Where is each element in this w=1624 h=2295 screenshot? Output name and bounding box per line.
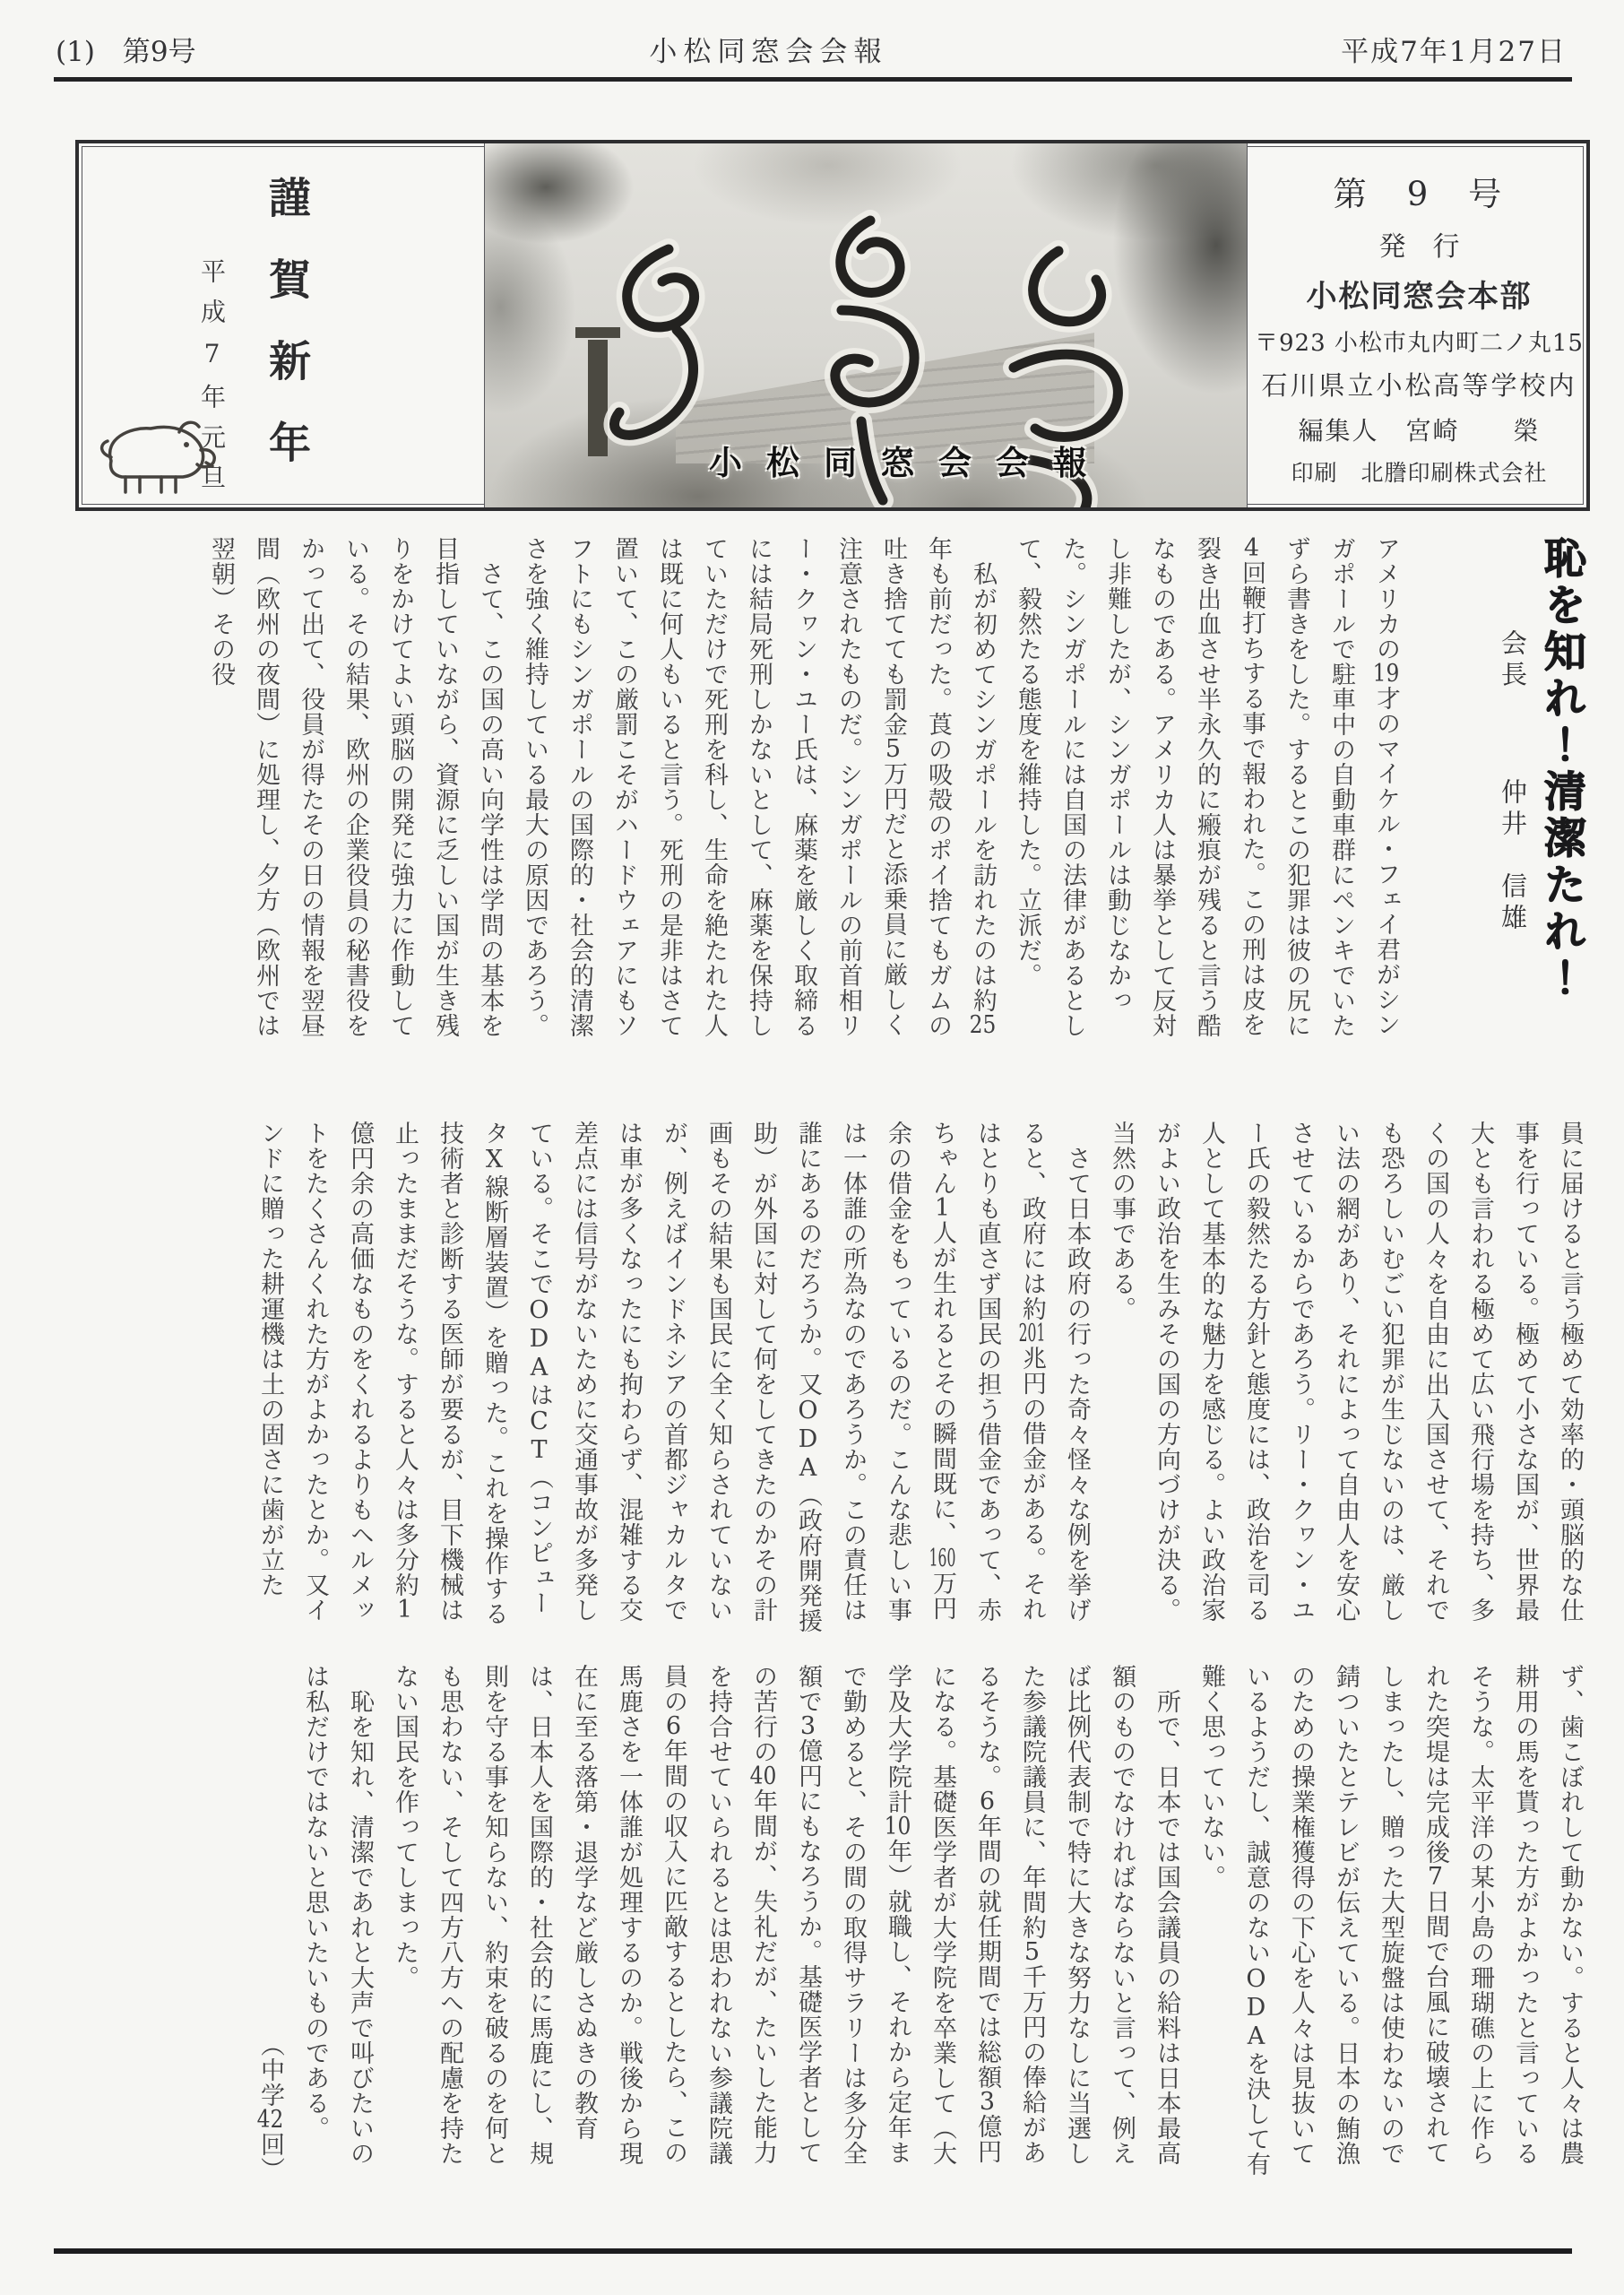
article-title: 恥を知れ！清潔たれ！ (1537, 536, 1586, 1002)
article-text-band-1 (75, 536, 1408, 1054)
greeting-date: 平成7年元旦 (197, 258, 227, 505)
publication-info (1248, 143, 1591, 507)
greeting-title: 謹賀新年 (262, 176, 311, 502)
new-year-greeting (79, 143, 484, 507)
article-paragraph: 私が初めてシンガポールを訪れたのは約25年も前だった。莨の吸殻のポイ捨てもガムの吐き捨てても罰金5万円だと添乗員に厳しく注意されたものだ。シンガポールの前首相リー・クヮン・ユー氏は、麻薬を厳しく取締るには結局死刑しかないとして、麻薬を保持していただけで死刑を科し、生命を絶たれた人は既に何人もいると言う。死刑の是非はさて置いて、この厳罰こそがハードウェアにもソフトにもシンガポールの国際的・社会的清潔さを強く維持している最大の原因であろう。 (521, 536, 997, 1038)
newsletter-name: 小松同窓会会報 (649, 36, 888, 68)
author-name: 仲井 信雄 (1498, 778, 1528, 935)
article-text-band-2 (75, 1121, 1592, 1639)
article-paragraph: さて、この国の高い向学性は学問の基本を目指していながら、資源に乏しい国が生き残りをかけてよい頭脳の開発に強力に作動している。その結果、欧州の企業役員の秘書役をかって出て、役員が得たその日の情報を翌昼間（欧州の夜間）に処理し、夕方（欧州では翌朝）その役 (207, 536, 504, 1039)
article-paragraph: 所で、日本では国会議員の給料は日本最高額のものでなければならないと言って、例えば比例代表制で特に大きな努力なしに当選した参議院議員に、年間約5千万円の俸給があるそうな。6年間の就任期間では総額3億円になる。基礎医学者が大学院を卒業して（大学及大学院計10年）就職し、それから定年まで勤めると、その間の取得サラリーは多分全額で3億円にもなろうか。基礎医学者としての苦行の40年間が、失礼だが、たいした能力を持合せていられるとは思われない参議院議員の6年間の収入に匹敵するとしたら、この馬鹿さを一体誰が処理するのか。戦後から現在に至る落第・退学など厳しさぬきの教育は、日本人を国際的・社会的に馬鹿にし、規則を守る事を知らない、約束を破るのを何とも思わない、そして四方八方への配慮を持たない国民を作ってしまった。 (391, 1664, 1180, 2167)
article-title-block (1408, 536, 1592, 1054)
article-band-3 (75, 1664, 1592, 2182)
running-head (56, 29, 1567, 69)
publisher-name: 小松同窓会本部 (1306, 279, 1533, 315)
article-paragraph: アメリカの19才のマイケル・フェイ君がシンガポールで駐車中の自動車群にペンキでいたずら書きをした。するとこの犯罪は彼の尻に4回鞭打ちする事で報われた。この刑は皮を裂き出血させ半永久的に瘢痕が残ると言う酷なものである。アメリカ人は暴挙として反対し非難したが、シンガポールは動じなかった。シンガポールには自国の法律があるとして、毅然たる態度を維持した。立派だ。 (1014, 536, 1400, 1038)
publisher-address-2: 石川県立小松高等学校内 (1261, 370, 1577, 401)
issue-date: 平成7年1月27日 (1341, 36, 1567, 68)
photo-caption: 小松同窓会会報 (709, 443, 1110, 482)
masthead-photo (484, 143, 1248, 507)
article-paragraph: さて日本政府の行った奇々怪々な例を挙げると、政府には約201兆円の借金がある。それはとりも直さず国民の担う借金であって、赤ちゃん1人が生れるとその瞬間既に、160万円余の借金をもっているのだ。こんな悲しい事は一体誰の所為なのであろうか。この責任は誰にあるのだろうか。又ODA（政府開発援助）が外国に対して何をしてきたのかその計画もその結果も国民に全く知らされていないが、例えばインドネシアの首都ジャカルタでは車が多くなったにも拘わらず、混雑する交差点には信号がないために交通事故が多発している。そこでODAはCT（コンピュータX線断層装置）を贈った。これを操作する技術者と診断する医師が要るが、目下機械は止ったままだそうな。すると人々は多分約1億円余の高価なものをくれるよりもヘルメットをたくさんくれた方がよかったとか。又インドに贈った耕運機は土の固さに歯が立た (256, 1121, 1091, 1633)
article-band-2 (75, 1121, 1592, 1639)
article-paragraph: 員に届けると言う極めて効率的・頭脳的な仕事を行っている。極めて小さな国が、世界最大とも言われる極めて広い飛行場を持ち、多くの国の人々を自由に出入国させて、それでも恐ろしいむごい犯罪が生じないのは、厳しい法の網があり、それによって自由人を安心させているからであろう。リー・クヮン・ユー氏の毅然たる方針と態度には、政治を司る人として基本的な魅力を感じる。よい政治家がよい政治を生みその国の方向づけが決る。当然の事である。 (1108, 1121, 1584, 1623)
article-band-1 (75, 536, 1592, 1054)
masthead (75, 140, 1590, 511)
header-rule (54, 77, 1572, 82)
article-text-band-3 (75, 1664, 1592, 2182)
printer-line: 印刷 北謄印刷株式会社 (1291, 460, 1548, 486)
article-author (1408, 536, 1532, 1054)
publisher-address-1: 〒923 小松市丸内町二ノ丸15 (1255, 329, 1584, 357)
article-paragraph: 恥を知れ、清潔であれと大声で叫びたいのは私だけではないと思いたいものである。 (301, 1664, 374, 2167)
article-paragraph: ず、歯こぼれして動かない。すると人々は農耕用の馬を貰った方がよかったと言っているそうな。太平洋の某小島の珊瑚礁の上に作られた突堤は完成後7日間で台風に破壊されてしまったし、贈った大型旋盤は使わないので錆ついたとテレビが伝えている。日本の鮪漁のための操業権獲得の下心を人々は見抜いているようだし、誠意のないODAを決して有難く思っていない。 (1197, 1664, 1584, 2177)
page-number-label: (1) 第9号 (56, 36, 196, 68)
author-role: 会長 (1498, 629, 1528, 692)
bottom-rule (54, 2248, 1572, 2254)
article-signature: （中学42回） (256, 2032, 284, 2182)
boar-illustration (86, 405, 220, 504)
editor-line: 編集人 宮崎 榮 (1298, 415, 1541, 446)
publish-label: 発 行 (1378, 230, 1460, 263)
issue-number: 第 9 号 (1333, 175, 1506, 213)
